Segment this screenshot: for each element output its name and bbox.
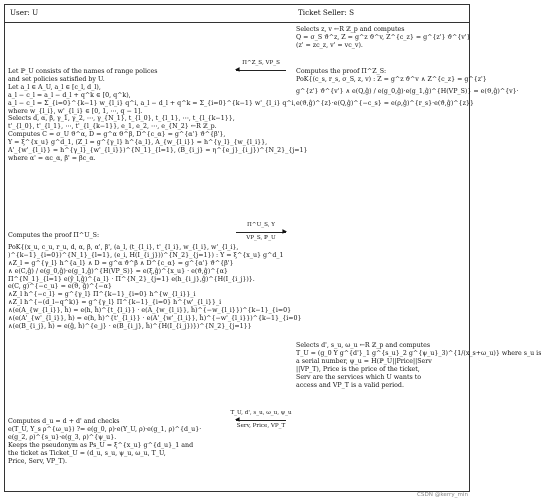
message-label: Π^Z_S, VP_S [242,60,280,66]
user-proof-line: )^{k−1}_{i=0})^{N_1}_{l=1}, (e_i, H(I_{i_j}))^{N_2}_{j=1}) : Y = ξ^{x_u} g^d_1 [8,251,284,259]
user-proof-line: e(C, g)^{−c_u} = e(ϑ, ĝ)^{−α} [8,283,112,291]
seller-setup-line: Selects z, v ←R ℤ_p and computes [296,26,405,33]
user-verify-line: Computes d_u = d + d' and checks [8,418,120,425]
message-label: Π^U_S, Y [247,222,275,228]
user-verify-block [8,418,230,465]
user-proof-line: ∧(e(A'_{w'_{l_i}}, ĥ) = e(h, ĥ)^{t'_{l_i}} · e(A'_{w'_{l_i}}, ĥ)^{−w'_{l_i}})^{k−1}_{i=0} [8,315,302,323]
user-setup-line: Let ℙ_U consists of the names of range polices [8,68,158,75]
user-proof-line: ∧(e(A_{w_{l_i}}, ĥ) = e(h, ĥ)^{t_{l_i}} · e(A_{w_{l_i}}, ĥ)^{−w_{l_i}})^{k−1}_{i=0} [8,307,292,315]
seller-column-header: Ticket Seller: S [298,8,354,17]
user-proof-line: PoK{(x_u, c_u, r_u, d, α, β, α', β', (a_l, (t_{l_i}, t'_{l_i}, w_{l_i}, w'_{l_i}, [8,243,239,251]
seller-proof-line: g^{z'} ϑ^{v'} ∧ e(Q,ĝ) / e(g_0,ĝ)·e(g_1,ĝ)^{H(VP_S)} = e(ϑ,ĝ)^{v}· [296,87,519,95]
user-verify-line: the ticket as Ticket_U = (d_u, s_u, ψ_u, ω_u, T_U, [8,449,166,457]
user-proof-line: ∧Z_l h^{−(d_l−q^k)} = g^{γ_l} Π^{k−1}_{i=0} h^{w'_{l_i}}_i [8,299,222,307]
left-arrow-icon: ◀ [236,68,286,72]
user-verify-line: e(T_U, Y_s ρ^{ω_u}) ?= e(g_0, ρ)·e(Y_U, ρ)·e(g_1, ρ)^{d_u}· [8,425,202,433]
seller-issue-line: T_U = (g_0 Y g^{d'}_1 g^{s_u}_2 g^{ψ_u}_3)^{1/(x_s+ω_u)} where s_u is [296,349,541,357]
seller-issue-line: Serv are the services which U wants to [296,373,422,381]
user-setup-block [8,68,308,163]
user-setup-line: Computes C = σ_U ϑ^α, D = g^α ϑ^β, D^{c_α} = g^{α'} ϑ^{β'}, [8,131,226,139]
user-setup-line: where w_{l_i}, w'_{l_i} ∈ [0, 1, ⋯, q − 1]. [8,107,143,115]
left-arrow-icon: ◀ [236,418,286,422]
message-label: Serv, Price, VP_T [236,422,286,429]
user-proof-line: Π^{N_1}_{l=1} e(ŷ_l,ĝ)^{a_l} · Π^{N_2}_{j=1} e(h_{i_j},ĝ)^{H(I_{i_j})}. [8,275,255,283]
message-label: VP_S, ℙ_U [246,234,276,241]
message-user-to-seller [226,222,296,241]
seller-issue-block [296,342,541,389]
user-setup-line: A'_{w'_{l_i}} = h^{γ_l}_{w'_{l_i}})^{N_1}_{l=1}, (B_{i_j} = η^{e_j}_{i_j})^{N_2}_{j=1} [8,147,308,155]
seller-issue-line: access and VP_T is a valid period. [296,381,404,389]
seller-issue-line: Selects d', s_u, ω_u ←R ℤ_p and computes [296,342,431,349]
user-verify-line: Keeps the pseudonym as Ps_U = ξ^{x_u} g^{d_u}_1 and [8,441,194,449]
user-verify-line: e(g_2, ρ)^{s_u}·e(g_3, ρ)^{ψ_u}. [8,433,117,441]
user-setup-line: t'_{l_0}, t'_{l_1}, ⋯, t'_{l_{k−1}}, e_1, e_2, ⋯, e_{N_2} ←R ℤ_p. [8,123,217,131]
user-setup-line: where α' = αc_α, β' = βc_α. [8,154,96,162]
user-setup-line: and set policies satisfied by U. [8,75,105,83]
message-seller-to-user-2 [226,410,296,429]
right-arrow-icon: ▶ [236,230,286,234]
user-setup-line: a_l − c_l = a_l − d_l + q^k ∈ [0, q^k), [8,91,131,99]
user-column-header: User: U [10,8,39,17]
seller-setup-block [296,26,471,50]
seller-proof-line: Computes the proof Π^Z_S: [296,68,387,75]
user-proof-line: ∧Z_l h^{−c_l} = g^{γ_l} Π^{k−1}_{i=0} h^{w_{l_i}}_i [8,291,196,299]
user-proof-line: ∧(e(B_{i_j}, ĥ) = e(ĝ, ĥ)^{e_j} · e(B_{i_j}, ĥ)^{H(I_{i_j})})^{N_2}_{j=1}} [8,322,252,330]
message-seller-to-user-1 [226,60,296,73]
seller-setup-line: Q = σ_S ϑ^z, Z = g^z ϑ^v, Z^{c_z} = g^{z'} ϑ^{v'} [296,33,471,41]
seller-proof-block [296,68,519,108]
user-setup-line: a_l − c_l = Σ_{i=0}^{k−1} w_{l_i} q^i, a_l − d_l + q^k = Σ_{i=0}^{k−1} w'_{l_i} q^i, [8,99,296,107]
user-setup-line: Y = ξ^{x_u} g^d_1, (Z_l = g^{γ_l} h^{a_l}, A_{w_{l_i}} = h^{γ_l}_{w_{l_i}}, [8,139,268,147]
user-proof-line: ∧Z_l = g^{γ_l} h^{a_l} ∧ D = g^α ϑ^β ∧ D^{c_α} = g^{α'} ϑ^{β'} [8,259,234,267]
header-divider [4,22,470,23]
seller-issue-line: a serial number, ψ_u = H(ℙ_U||Price||Serv [296,357,432,365]
message-label: T_U, d', s_u, ω_u, ψ_u [230,410,292,416]
user-verify-line: Price, Serv, VP_T). [8,457,67,465]
user-proof-line: Computes the proof Π^U_S: [8,232,100,239]
user-proof-line: ∧ e(C,ĝ) / e(g_0,ĝ)·e(g_1,ĝ)^{H(VP_S)} = e(ξ,ĝ)^{x_u} · e(ϑ,ĝ)^{α} [8,267,228,275]
user-setup-line: Let a_l ∈ A_U, a_l ∈ [c_l, d_l), [8,83,101,91]
seller-setup-line: (z' = zc_z, v' = vc_v). [296,41,363,49]
watermark: CSDN @kerry_min [417,492,468,498]
seller-proof-line: PoK{(c_s, r_s, σ_S, z, v) : Z = g^z ϑ^v ∧ Z^{c_z} = g^{z'} [296,75,487,83]
user-setup-line: Selects d, α, β, γ_1, γ_2, ⋯, γ_{N_1}, t_{l_0}, t_{l_1}, ⋯, t_{l_{k−1}}, [8,115,235,123]
seller-issue-line: ||VP_T), Price is the price of the ticket, [296,365,420,373]
seller-proof-line: e(ϑ,ĝ)^{z}·e(Q,ĝ)^{−c_s} = e(ρ,ĝ)^{r_s}·e(ϑ,ĝ)^{z}} [296,99,474,107]
